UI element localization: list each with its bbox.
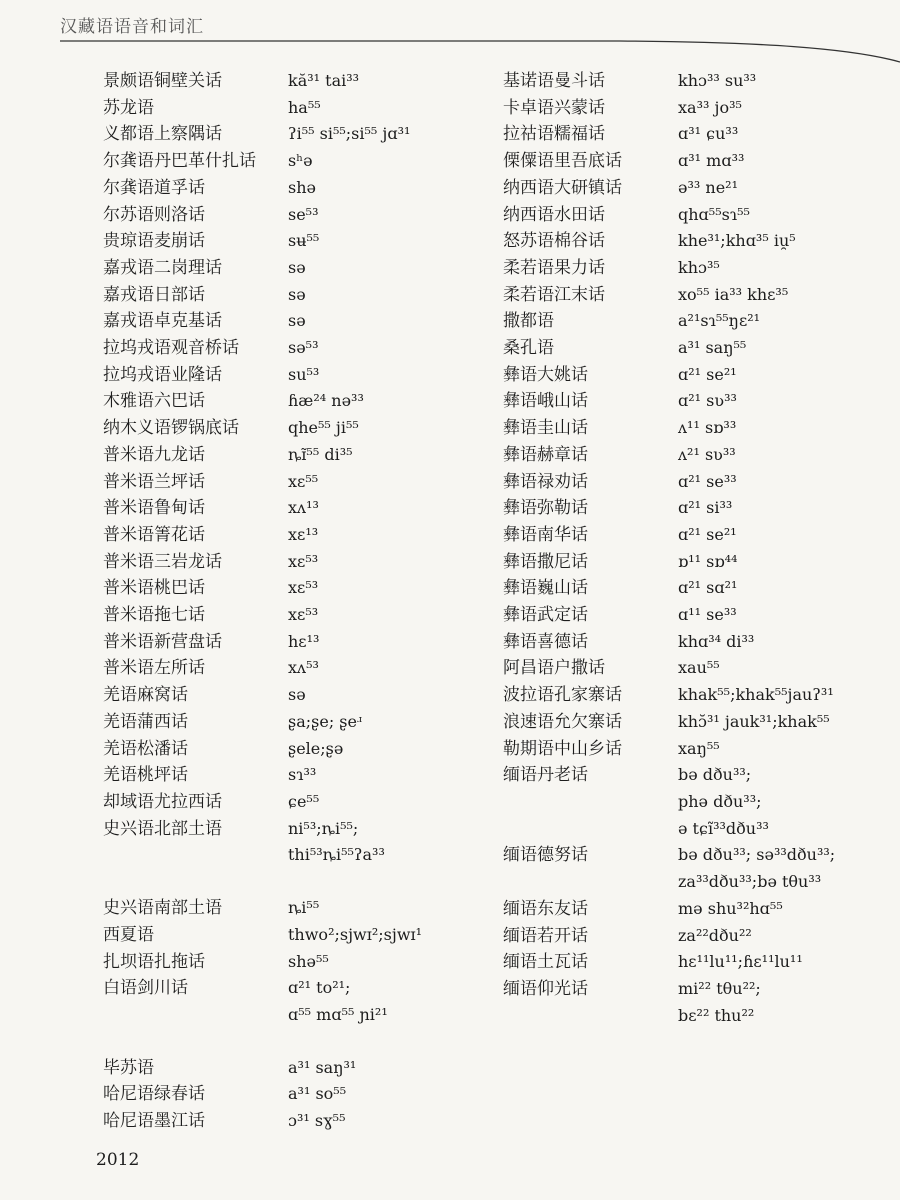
dialect-name: 彝语撒尼话	[503, 551, 588, 572]
dictionary-entry	[503, 522, 835, 549]
dictionary-entry	[103, 175, 422, 202]
phonetic-form: ɑ⁵⁵ mɑ⁵⁵ ɲi²¹	[288, 1004, 388, 1024]
dictionary-entry	[103, 682, 422, 709]
dialect-name: 彝语武定话	[503, 605, 588, 626]
dictionary-entry	[103, 415, 422, 442]
phonetic-form: mə shu³²hɑ⁵⁵	[678, 898, 783, 918]
dictionary-entry	[503, 95, 835, 122]
phonetic-form: a²¹sɿ⁵⁵ŋɛ²¹	[678, 311, 761, 331]
word-forms	[678, 495, 732, 522]
word-forms	[288, 202, 319, 229]
phonetic-form: sə⁵³	[288, 338, 319, 358]
word-forms	[678, 655, 720, 682]
entry-spacer	[103, 869, 422, 895]
word-forms	[678, 949, 803, 976]
dialect-name: 撒都语	[503, 311, 554, 332]
dialect-name: 缅语仰光话	[503, 978, 588, 999]
phonetic-form: xʌ¹³	[288, 498, 319, 518]
dialect-name: 缅语若开话	[503, 925, 588, 946]
dialect-name: 木雅语六巴话	[103, 391, 205, 412]
dialect-name: 拉坞戎语观音桥话	[103, 338, 239, 359]
dictionary-entry	[503, 575, 835, 602]
word-forms	[678, 976, 761, 1029]
word-forms	[678, 842, 835, 895]
dictionary-entry	[103, 469, 422, 496]
dialect-name: 普米语拖七话	[103, 605, 205, 626]
word-forms	[288, 121, 410, 148]
phonetic-form: ɑ²¹ se²¹	[678, 524, 737, 544]
dialect-name: 普米语鲁甸话	[103, 498, 205, 519]
dialect-name: 普米语左所话	[103, 658, 205, 679]
word-forms	[288, 175, 316, 202]
running-header: 汉藏语语音和词汇	[60, 17, 204, 37]
dictionary-entry	[503, 202, 835, 229]
word-forms	[678, 148, 744, 175]
phonetic-form: xɛ⁵³	[288, 551, 319, 571]
dictionary-entry	[503, 549, 835, 576]
phonetic-form: za²²dðu²²	[678, 925, 752, 945]
word-forms	[288, 68, 359, 95]
word-forms	[678, 415, 736, 442]
dialect-name: 苏龙语	[103, 97, 154, 118]
dialect-name: 毕苏语	[103, 1057, 154, 1078]
entry-spacer	[103, 1029, 422, 1055]
dictionary-entry	[503, 335, 835, 362]
word-forms	[678, 95, 742, 122]
dialect-name: 普米语新营盘话	[103, 631, 222, 652]
dictionary-entry	[503, 709, 835, 736]
phonetic-form: xɛ¹³	[288, 524, 319, 544]
word-forms	[678, 362, 737, 389]
word-forms	[678, 923, 752, 950]
phonetic-form: bə dðu³³;	[678, 765, 752, 785]
dialect-name: 羌语蒲西话	[103, 711, 188, 732]
phonetic-form: ʂele;ʂə	[288, 738, 344, 758]
word-forms	[678, 549, 737, 576]
dialect-name: 勒期语中山乡话	[503, 738, 622, 759]
word-forms	[288, 575, 318, 602]
dictionary-entry	[103, 442, 422, 469]
phonetic-form: sə	[288, 284, 306, 304]
dictionary-entry	[503, 949, 835, 976]
phonetic-form: ȵi⁵⁵	[288, 898, 320, 918]
dialect-name: 桑孔语	[503, 338, 554, 359]
dialect-name: 彝语巍山话	[503, 578, 588, 599]
dialect-name: 普米语桃巴话	[103, 578, 205, 599]
dictionary-entry	[103, 388, 422, 415]
phonetic-form: xɛ⁵³	[288, 578, 319, 598]
phonetic-form: ɑ²¹ sɑ²¹	[678, 578, 738, 598]
word-forms	[288, 362, 319, 389]
word-forms	[678, 335, 746, 362]
word-forms	[288, 629, 319, 656]
word-forms	[288, 762, 316, 789]
dictionary-entry	[103, 362, 422, 389]
dictionary-entry	[503, 923, 835, 950]
word-forms	[288, 308, 306, 335]
dictionary-entry	[103, 121, 422, 148]
word-forms	[288, 95, 321, 122]
dictionary-entry	[503, 896, 835, 923]
dictionary-entry	[503, 469, 835, 496]
phonetic-form: ɑ²¹ sʋ³³	[678, 391, 737, 411]
dialect-name: 彝语大姚话	[503, 364, 588, 385]
word-forms	[678, 629, 754, 656]
word-forms	[678, 308, 760, 335]
word-forms	[678, 736, 720, 763]
word-forms	[288, 282, 306, 309]
dialect-name: 纳西语水田话	[503, 204, 605, 225]
dialect-name: 浪速语允欠寨话	[503, 711, 622, 732]
phonetic-form: bə dðu³³; sə³³dðu³³;	[678, 845, 836, 865]
dictionary-entry	[103, 789, 422, 816]
phonetic-form: ɕe⁵⁵	[288, 791, 320, 811]
left-column	[103, 68, 422, 1135]
word-forms	[288, 682, 306, 709]
dialect-name: 柔若语果力话	[503, 257, 605, 278]
dialect-name: 彝语赫章话	[503, 444, 588, 465]
phonetic-form: khɔ̆³¹ jauk³¹;khak⁵⁵	[678, 711, 830, 731]
dialect-name: 缅语德努话	[503, 845, 588, 866]
phonetic-form: se⁵³	[288, 204, 319, 224]
dictionary-entry	[503, 442, 835, 469]
phonetic-form: ɑ³¹ ɕu³³	[678, 124, 739, 144]
word-forms	[288, 415, 359, 442]
dictionary-entry	[103, 922, 422, 949]
dictionary-entry	[503, 388, 835, 415]
dictionary-entry	[503, 308, 835, 335]
dictionary-entry	[503, 362, 835, 389]
phonetic-form: shə	[288, 177, 316, 197]
dialect-name: 彝语峨山话	[503, 391, 588, 412]
dialect-name: 拉坞戎语业隆话	[103, 364, 222, 385]
word-forms	[288, 469, 318, 496]
phonetic-form: xa³³ jo³⁵	[678, 97, 742, 117]
word-forms	[678, 575, 737, 602]
phonetic-form: ha⁵⁵	[288, 97, 321, 117]
word-forms	[288, 255, 306, 282]
dictionary-entry	[503, 762, 835, 842]
word-forms	[678, 388, 737, 415]
dialect-name: 史兴语南部土语	[103, 898, 222, 919]
word-forms	[288, 949, 329, 976]
phonetic-form: bɛ²² thu²²	[678, 1005, 755, 1025]
phonetic-form: xʌ⁵³	[288, 658, 319, 678]
dialect-name: 却域语尤拉西话	[103, 791, 222, 812]
dictionary-entry	[503, 976, 835, 1029]
phonetic-form: ɑ³¹ mɑ³³	[678, 151, 745, 171]
phonetic-form: thwo²;sjwɪ²;sjwɪ¹	[288, 924, 423, 944]
phonetic-form: xau⁵⁵	[678, 658, 720, 678]
word-forms	[288, 602, 318, 629]
phonetic-form: qhe⁵⁵ ji⁵⁵	[288, 418, 359, 438]
phonetic-form: ɦæ²⁴ nə³³	[288, 391, 364, 411]
phonetic-form: khɔ³⁵	[678, 257, 720, 277]
dictionary-entry	[103, 335, 422, 362]
phonetic-form: sʰə	[288, 151, 313, 171]
word-forms	[288, 789, 319, 816]
dialect-name: 羌语松潘话	[103, 738, 188, 759]
dialect-name: 纳木义语锣锅底话	[103, 418, 239, 439]
phonetic-form: thi⁵³ȵi⁵⁵ʔa³³	[288, 845, 385, 865]
word-forms	[678, 469, 737, 496]
dialect-name: 哈尼语墨江话	[103, 1111, 205, 1132]
dialect-name: 缅语土瓦话	[503, 952, 588, 973]
dialect-name: 彝语圭山话	[503, 418, 588, 439]
word-forms	[288, 442, 353, 469]
dialect-name: 哈尼语绿春话	[103, 1084, 205, 1105]
dialect-name: 西夏语	[103, 924, 154, 945]
word-forms	[678, 762, 769, 842]
dialect-name: 彝语喜德话	[503, 631, 588, 652]
dialect-name: 普米语箐花话	[103, 524, 205, 545]
phonetic-form: phə dðu³³;	[678, 791, 762, 811]
dictionary-entry	[103, 522, 422, 549]
phonetic-form: za³³dðu³³;bə tθu³³	[678, 872, 822, 892]
phonetic-form: a³¹ so⁵⁵	[288, 1084, 347, 1104]
phonetic-form: ə³³ ne²¹	[678, 177, 738, 197]
word-forms	[678, 282, 788, 309]
word-forms	[288, 736, 343, 763]
dialect-name: 尔龚语丹巴革什扎话	[103, 151, 256, 172]
phonetic-form: ɑ²¹ se²¹	[678, 364, 737, 384]
phonetic-form: kă³¹ tai³³	[288, 71, 360, 90]
dialect-name: 嘉戎语二岗理话	[103, 257, 222, 278]
word-forms	[288, 335, 319, 362]
dictionary-entry	[503, 415, 835, 442]
phonetic-form: sə	[288, 311, 306, 331]
dictionary-entry	[103, 816, 422, 869]
phonetic-form: xaŋ⁵⁵	[678, 738, 720, 758]
phonetic-form: ɑ¹¹ se³³	[678, 605, 737, 625]
dialect-name: 彝语禄劝话	[503, 471, 588, 492]
dialect-name: 贵琼语麦崩话	[103, 231, 205, 252]
page-number: 2012	[96, 1150, 140, 1170]
phonetic-form: khɑ³⁴ di³³	[678, 631, 755, 651]
dictionary-entry	[103, 629, 422, 656]
phonetic-form: khe³¹;khɑ³⁵ iu̯⁵	[678, 231, 796, 251]
word-forms	[288, 975, 388, 1028]
dictionary-entry	[503, 282, 835, 309]
phonetic-form: mi²² tθu²²;	[678, 978, 761, 998]
dictionary-entry	[103, 495, 422, 522]
word-forms	[288, 228, 319, 255]
dialect-name: 扎坝语扎拖话	[103, 951, 205, 972]
word-forms	[678, 896, 783, 923]
dialect-name: 拉祜语糯福话	[503, 124, 605, 145]
dictionary-entry	[103, 1081, 422, 1108]
dialect-name: 嘉戎语日部话	[103, 284, 205, 305]
word-forms	[678, 202, 750, 229]
word-forms	[678, 442, 736, 469]
dictionary-entry	[503, 842, 835, 895]
dialect-name: 尔龚语道孚话	[103, 177, 205, 198]
dictionary-entry	[503, 175, 835, 202]
phonetic-form: ɔ³¹ sɣ⁵⁵	[288, 1111, 346, 1131]
word-forms	[678, 682, 834, 709]
dialect-name: 彝语南华话	[503, 524, 588, 545]
dialect-name: 史兴语北部土语	[103, 818, 222, 839]
word-forms	[288, 655, 319, 682]
phonetic-form: su⁵³	[288, 364, 320, 384]
right-column	[503, 68, 835, 1029]
dictionary-entry	[103, 949, 422, 976]
word-forms	[288, 895, 319, 922]
word-forms	[678, 175, 738, 202]
dialect-name: 尔苏语则洛话	[103, 204, 205, 225]
word-forms	[288, 1055, 356, 1082]
dictionary-entry	[103, 709, 422, 736]
dictionary-entry	[103, 308, 422, 335]
dialect-name: 阿昌语户撒话	[503, 658, 605, 679]
dictionary-entry	[503, 736, 835, 763]
dialect-name: 缅语东友话	[503, 898, 588, 919]
phonetic-form: ʂa;ʂe; ʂeʴ	[288, 711, 363, 731]
dictionary-entry	[103, 549, 422, 576]
dictionary-entry	[103, 95, 422, 122]
dictionary-entry	[503, 682, 835, 709]
dictionary-entry	[503, 121, 835, 148]
dialect-name: 羌语麻窝话	[103, 685, 188, 706]
word-forms	[678, 255, 720, 282]
word-forms	[288, 549, 318, 576]
phonetic-form: ʌ²¹ sʋ³³	[678, 444, 736, 464]
dialect-name: 波拉语孔家寨话	[503, 685, 622, 706]
word-forms	[678, 228, 796, 255]
word-forms	[288, 388, 364, 415]
dictionary-entry	[503, 148, 835, 175]
word-forms	[288, 816, 385, 869]
dictionary-entry	[103, 1055, 422, 1082]
word-forms	[678, 602, 737, 629]
dialect-name: 傈僳语里吾底话	[503, 151, 622, 172]
dictionary-entry	[503, 68, 835, 95]
phonetic-form: ɑ²¹ se³³	[678, 471, 737, 491]
word-forms	[288, 495, 319, 522]
dialect-name: 景颇语铜壁关话	[103, 71, 222, 91]
dialect-name: 义都语上察隅话	[103, 124, 222, 145]
dialect-name: 纳西语大研镇话	[503, 177, 622, 198]
phonetic-form: shə⁵⁵	[288, 951, 329, 971]
dialect-name: 羌语桃坪话	[103, 765, 188, 786]
word-forms	[288, 922, 422, 949]
phonetic-form: ɑ²¹ to²¹;	[288, 978, 351, 998]
dialect-name: 普米语三岩龙话	[103, 551, 222, 572]
dictionary-entry	[503, 655, 835, 682]
phonetic-form: ʌ¹¹ sɒ³³	[678, 418, 737, 438]
dictionary-entry	[103, 602, 422, 629]
word-forms	[288, 709, 363, 736]
word-forms	[678, 68, 756, 95]
phonetic-form: ə tɕĩ³³dðu³³	[678, 818, 769, 838]
dictionary-entry	[503, 495, 835, 522]
dictionary-entry	[503, 228, 835, 255]
dictionary-entry	[103, 282, 422, 309]
dialect-name: 彝语弥勒话	[503, 498, 588, 519]
dictionary-entry	[103, 736, 422, 763]
phonetic-form: qhɑ⁵⁵sɿ⁵⁵	[678, 204, 750, 224]
dialect-name: 柔若语江末话	[503, 284, 605, 305]
phonetic-form: xɛ⁵³	[288, 605, 319, 625]
dictionary-entry	[103, 762, 422, 789]
dialect-name: 普米语九龙话	[103, 444, 205, 465]
phonetic-form: ni⁵³;ȵi⁵⁵;	[288, 818, 359, 838]
dictionary-entry	[103, 68, 422, 95]
phonetic-form: ɒ¹¹ sɒ⁴⁴	[678, 551, 738, 571]
dictionary-entry	[103, 975, 422, 1028]
phonetic-form: sɿ³³	[288, 765, 317, 785]
phonetic-form: xo⁵⁵ ia³³ khɛ³⁵	[678, 284, 789, 304]
phonetic-form: hɛ¹¹lu¹¹;ɦɛ¹¹lu¹¹	[678, 952, 803, 972]
word-forms	[288, 1081, 346, 1108]
dictionary-entry	[503, 255, 835, 282]
word-forms	[678, 522, 737, 549]
dialect-name: 嘉戎语卓克基话	[103, 311, 222, 332]
dialect-name: 缅语丹老话	[503, 765, 588, 786]
phonetic-form: a³¹ saŋ³¹	[288, 1057, 357, 1077]
phonetic-form: ȵɪ̃⁵⁵ di³⁵	[288, 444, 353, 464]
phonetic-form: ʔi⁵⁵ si⁵⁵;si⁵⁵ jɑ³¹	[288, 124, 411, 144]
dictionary-entry	[103, 575, 422, 602]
dictionary-entry	[103, 148, 422, 175]
dialect-name: 基诺语曼斗话	[503, 71, 605, 91]
dialect-name: 白语剑川话	[103, 978, 188, 999]
dictionary-entry	[103, 655, 422, 682]
dictionary-entry	[103, 1108, 422, 1135]
phonetic-form: sə	[288, 685, 306, 705]
phonetic-form: xɛ⁵⁵	[288, 471, 319, 491]
word-forms	[288, 148, 313, 175]
phonetic-form: ɑ²¹ si³³	[678, 498, 733, 518]
dictionary-entry	[103, 202, 422, 229]
phonetic-form: sə	[288, 257, 306, 277]
dictionary-entry	[103, 255, 422, 282]
dictionary-entry	[103, 228, 422, 255]
dictionary-entry	[103, 895, 422, 922]
phonetic-form: hɛ¹³	[288, 631, 320, 651]
word-forms	[678, 709, 830, 736]
dictionary-entry	[503, 629, 835, 656]
phonetic-form: khɔ³³ su³³	[678, 71, 757, 90]
dialect-name: 普米语兰坪话	[103, 471, 205, 492]
dialect-name: 怒苏语棉谷话	[503, 231, 605, 252]
dictionary-entry	[503, 602, 835, 629]
phonetic-form: a³¹ saŋ⁵⁵	[678, 338, 747, 358]
phonetic-form: khak⁵⁵;khak⁵⁵jauʔ³¹	[678, 685, 834, 705]
dialect-name: 卡卓语兴蒙话	[503, 97, 605, 118]
word-forms	[678, 121, 738, 148]
word-forms	[288, 1108, 346, 1135]
phonetic-form: sʉ⁵⁵	[288, 231, 320, 251]
word-forms	[288, 522, 318, 549]
